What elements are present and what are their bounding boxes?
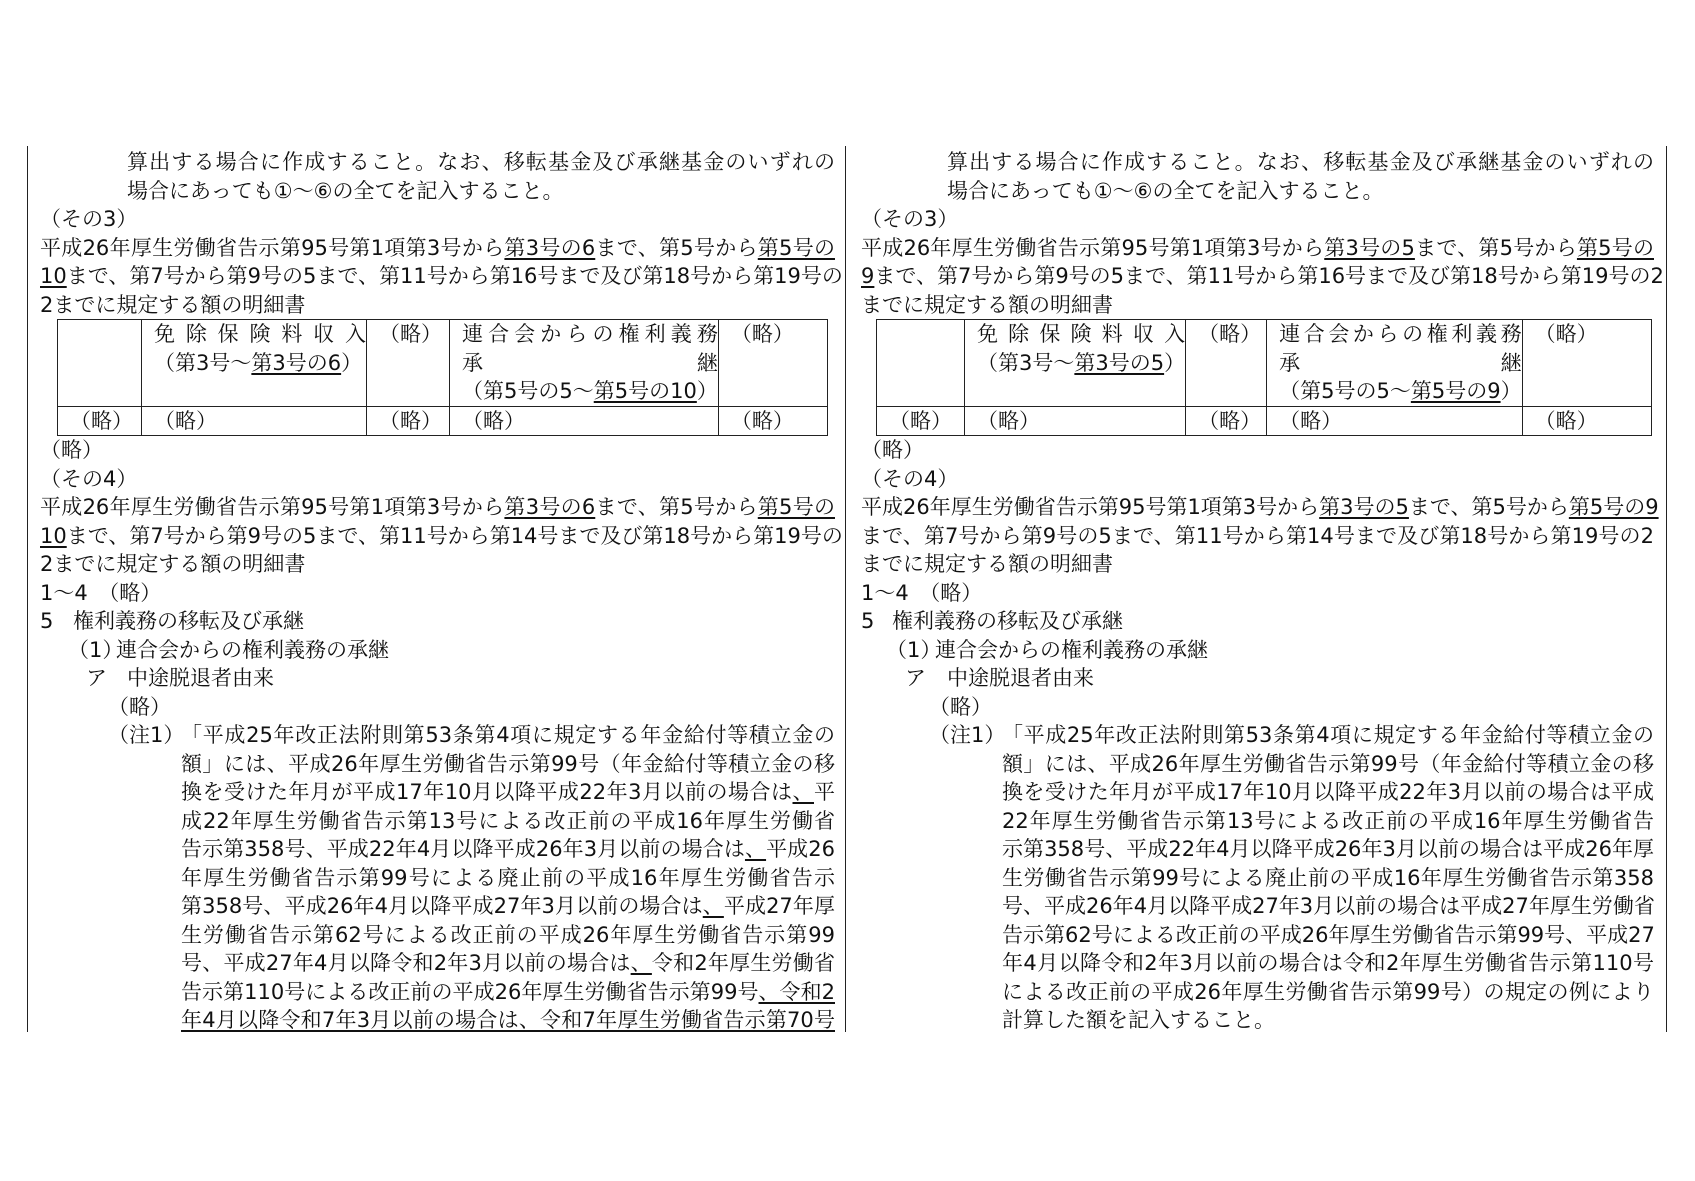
text-line <box>1002 921 1654 950</box>
item-number: 5 <box>40 609 54 633</box>
underlined-amendment: 第5号の <box>757 495 835 519</box>
section-label-sono4: （その4） <box>861 466 959 491</box>
text-line <box>1198 407 1266 436</box>
item-1 <box>40 636 835 665</box>
text-line <box>181 750 835 779</box>
underlined-amendment: 第5号の10 <box>593 379 697 403</box>
item-title: 連合会からの権利義務の承継 <box>935 637 1208 662</box>
note-label: （注1） <box>108 723 185 747</box>
text-line <box>1002 778 1654 807</box>
text-line <box>861 522 1654 551</box>
text-line <box>462 349 718 378</box>
text-segment: 平成26年厚生労働省告示第95号第1項第3号から <box>861 495 1320 519</box>
text-line <box>40 522 843 551</box>
text-segment: （第5号の5〜 <box>1279 379 1411 403</box>
text-line <box>462 377 718 406</box>
text-segment: （略） <box>1534 408 1598 433</box>
text-segment: 平成27年厚 <box>723 894 835 918</box>
text-segment: 計算した額を記入すること。 <box>1002 1008 1275 1032</box>
note-body <box>181 721 835 1035</box>
items-1-4-omitted: 1〜4 （略） <box>40 580 162 605</box>
text-segment: （第3号〜 <box>154 350 252 375</box>
text-line <box>889 407 964 436</box>
text-segment: （略） <box>889 408 952 433</box>
underlined-amendment: 第3号の5 <box>1074 350 1165 375</box>
detail-table <box>876 319 1652 436</box>
table-cell <box>1267 406 1522 436</box>
underlined-amendment: 第3号の6 <box>504 495 596 519</box>
text-segment: まで、第7号から第9号の5まで、第11号から第16号まで及び第18号から第19号の <box>66 264 843 288</box>
text-segment: （略） <box>730 408 794 433</box>
intro-paragraph <box>861 148 1654 205</box>
item-number: （1） <box>68 637 124 662</box>
text-line <box>462 320 718 349</box>
item-number: ア <box>905 666 926 690</box>
text-segment: 成22年厚生労働省告示第13号による改正前の平成16年厚生労働省 <box>181 808 835 833</box>
text-line <box>181 949 835 978</box>
underlined-amendment: 、令和2 <box>758 979 835 1004</box>
text-segment: による改正前の平成26年厚生労働省告示第99号）の規定の例により <box>1002 979 1654 1004</box>
text-segment: （略） <box>379 322 442 346</box>
text-line <box>1279 377 1521 406</box>
text-segment: まで、第5号から <box>1414 235 1577 260</box>
text-line <box>861 291 1654 320</box>
text-line <box>127 177 835 206</box>
underlined-amendment: 、 <box>702 894 724 918</box>
text-line <box>379 407 449 436</box>
table-cell <box>367 320 450 407</box>
text-segment: （第5号の5〜 <box>462 379 594 403</box>
text-segment: 告示第110号による改正前の平成26年厚生労働省告示第99号 <box>181 979 759 1004</box>
text-segment: 承継 <box>1279 350 1522 375</box>
text-segment: 額」には、平成26年厚生労働省告示第99号（年金給付等積立金の移 <box>181 751 835 776</box>
text-segment: （第3号〜 <box>977 350 1075 375</box>
underlined-amendment: 年4月以降令和7年3月以前の場合は、令和7年厚生労働省告示第70号 <box>181 1008 835 1032</box>
underlined-amendment: 第5号の9 <box>1568 495 1659 519</box>
text-segment: 平 <box>814 780 835 804</box>
text-segment: 平成26年厚生労働省告示第95号第1項第3号から <box>40 495 505 519</box>
table-row <box>877 406 1652 436</box>
text-segment: 換を受けた年月が平成17年10月以降平成22年3月以前の場合は平成 <box>1002 780 1654 804</box>
underlined-amendment: 、 <box>744 837 767 861</box>
amended-column <box>40 148 843 1035</box>
omitted-text: （略） <box>861 438 924 462</box>
text-line <box>1002 864 1654 893</box>
detail-table <box>57 319 828 436</box>
text-line <box>379 320 449 349</box>
text-segment: 承継 <box>462 350 718 375</box>
text-segment: 場合にあっても①〜⑥の全てを記入すること。 <box>127 178 564 203</box>
text-line <box>947 177 1654 206</box>
text-line <box>731 407 827 436</box>
text-segment: （略） <box>379 408 442 433</box>
text-segment: ） <box>696 379 718 403</box>
column-divider-line <box>845 146 846 1032</box>
item-title: 権利義務の移転及び承継 <box>73 609 304 633</box>
text-segment: 生労働省告示第62号による改正前の平成26年厚生労働省告示第99 <box>181 922 835 947</box>
text-line <box>154 349 366 378</box>
sono3-heading <box>40 234 843 320</box>
text-line <box>1002 721 1654 750</box>
text-line <box>154 407 366 436</box>
text-line <box>181 1006 835 1035</box>
omitted-text: （略） <box>40 438 103 462</box>
table-row <box>58 406 828 436</box>
text-segment: 生労働省告示第99号による廃止前の平成16年厚生労働省告示第358 <box>1002 865 1654 890</box>
table-cell <box>367 406 450 436</box>
text-segment: 連合会からの権利義務 <box>462 322 718 346</box>
text-line <box>40 550 835 579</box>
text-segment: 22年厚生労働省告示第13号による改正前の平成16年厚生労働省告 <box>1002 808 1654 833</box>
section-label-sono4: （その4） <box>40 466 138 491</box>
text-line <box>1279 349 1521 378</box>
text-segment: （略） <box>730 322 794 346</box>
text-line <box>1198 320 1266 349</box>
text-segment: まで、第7号から第9号の5まで、第11号から第14号まで及び第18号から第19号の <box>66 523 843 548</box>
underlined-amendment: 9 <box>861 264 875 288</box>
text-line <box>40 234 835 263</box>
underlined-amendment: 10 <box>40 264 67 288</box>
item-number: ア <box>86 666 107 690</box>
item-5 <box>861 607 1654 636</box>
underlined-amendment: 第3号の5 <box>1319 495 1409 519</box>
table-cell <box>450 406 719 436</box>
text-segment: 号、平成26年4月以降平成27年3月以前の場合は平成27年厚生労働省 <box>1002 894 1655 918</box>
text-segment: 「平成25年改正法附則第53条第4項に規定する年金給付等積立金の <box>1002 723 1654 747</box>
underlined-amendment: 、 <box>792 780 814 804</box>
text-segment: までに規定する額の明細書 <box>861 552 1113 576</box>
text-line <box>861 262 1664 291</box>
text-line <box>1002 949 1654 978</box>
underlined-amendment: 第3号の5 <box>1324 235 1415 260</box>
text-segment: （略） <box>1279 408 1343 433</box>
intro-paragraph <box>40 148 835 205</box>
text-line <box>1002 750 1654 779</box>
text-line <box>1279 407 1521 436</box>
text-line <box>1002 1006 1654 1035</box>
text-line <box>1002 807 1654 836</box>
text-segment: ） <box>1500 379 1522 403</box>
text-line <box>40 291 835 320</box>
table-cell <box>142 406 367 436</box>
omitted-label: （略） <box>108 694 171 719</box>
table-cell-federation-succession <box>450 320 719 407</box>
text-line <box>861 550 1654 579</box>
text-segment: 算出する場合に作成すること。なお、移転基金及び承継基金のいずれの <box>127 150 835 174</box>
text-segment: 示第358号、平成22年4月以降平成26年3月以前の場合は平成26年厚 <box>1002 837 1654 861</box>
underlined-amendment: 10 <box>40 523 67 548</box>
text-line <box>127 148 835 177</box>
underlined-amendment: 第5号の9 <box>1410 379 1501 403</box>
text-line <box>181 892 835 921</box>
table-cell <box>1186 406 1267 436</box>
text-segment: まで、第7号から第9号の5まで、第11号から第14号まで及び第18号から第19号の2 <box>861 523 1654 548</box>
text-line <box>154 320 366 349</box>
text-line <box>181 921 835 950</box>
text-line <box>70 407 141 436</box>
text-line <box>1002 835 1654 864</box>
underlined-amendment: 第3号の6 <box>504 235 596 260</box>
text-segment: （略） <box>154 408 217 433</box>
text-line <box>1535 320 1651 349</box>
text-segment: 年4月以降令和2年3月以前の場合は令和2年厚生労働省告示第110号 <box>1002 951 1654 975</box>
text-line <box>731 320 827 349</box>
text-segment: 平成26年厚生労働省告示第95号第1項第3号から <box>40 235 505 260</box>
item-title: 中途脱退者由来 <box>127 666 274 690</box>
text-segment: までに規定する額の明細書 <box>861 292 1113 317</box>
sono4-heading <box>861 493 1659 579</box>
text-line <box>1279 320 1521 349</box>
underlined-amendment: 第3号の6 <box>251 350 342 375</box>
text-segment: 2までに規定する額の明細書 <box>40 552 306 576</box>
table-cell <box>1522 406 1651 436</box>
omitted-text <box>861 693 1654 722</box>
sono3-heading <box>861 234 1664 320</box>
underlined-amendment: 第5号の <box>757 235 835 260</box>
text-segment: 号、平成27年4月以降令和2年3月以前の場合は <box>181 951 631 975</box>
text-segment: 平成26年厚生労働省告示第95号第1項第3号から <box>861 235 1325 260</box>
text-line <box>861 493 1659 522</box>
underlined-amendment: 第5号の <box>1576 235 1654 260</box>
text-segment: ） <box>1164 350 1186 375</box>
table-cell <box>877 406 965 436</box>
item-1 <box>861 636 1654 665</box>
text-line <box>1535 407 1651 436</box>
text-segment: 算出する場合に作成すること。なお、移転基金及び承継基金のいずれの <box>947 150 1654 174</box>
text-segment: 告示第358号、平成22年4月以降平成26年3月以前の場合は <box>181 837 745 861</box>
text-line <box>40 493 835 522</box>
table-header-row <box>58 320 828 407</box>
text-segment: （略） <box>1198 408 1262 433</box>
item-a <box>40 664 835 693</box>
section-label-sono3: （その3） <box>861 207 959 231</box>
text-segment: まで、第5号から <box>595 235 758 260</box>
text-line <box>462 407 718 436</box>
table-cell-premium-exemption <box>965 320 1186 407</box>
table-cell-federation-succession <box>1267 320 1522 407</box>
text-segment: まで、第5号から <box>595 495 758 519</box>
omitted-text <box>40 693 835 722</box>
right-border-line <box>1666 146 1667 1032</box>
text-line <box>1002 892 1654 921</box>
text-segment: 額」には、平成26年厚生労働省告示第99号（年金給付等積立金の移 <box>1002 751 1654 776</box>
table-cell <box>58 406 142 436</box>
table-cell <box>718 406 827 436</box>
item-number: （1） <box>886 637 942 662</box>
table-cell <box>965 406 1186 436</box>
table-header-row <box>877 320 1652 407</box>
section-label-sono3: （その3） <box>40 207 138 231</box>
sono4-heading <box>40 493 843 579</box>
text-segment: 免除保険料収入 <box>154 322 366 346</box>
text-segment: （略） <box>977 408 1040 433</box>
text-segment: まで、第5号から <box>1408 495 1569 519</box>
text-segment: 第358号、平成26年4月以降平成27年3月以前の場合は <box>181 894 703 918</box>
text-line <box>889 320 964 349</box>
table-cell-premium-exemption <box>142 320 367 407</box>
note-1 <box>40 721 835 1035</box>
text-line <box>977 349 1185 378</box>
text-segment: まで、第7号から第9号の5まで、第11号から第16号まで及び第18号から第19号の2 <box>874 264 1664 288</box>
text-segment: （略） <box>1534 322 1598 346</box>
table-cell <box>58 320 142 407</box>
text-line <box>181 978 835 1007</box>
text-segment: 令和2年厚生労働省 <box>651 951 835 975</box>
text-segment: 平成26 <box>766 837 835 861</box>
text-segment: 告示第62号による改正前の平成26年厚生労働省告示第99号、平成27 <box>1002 922 1655 947</box>
table-cell <box>877 320 965 407</box>
item-5 <box>40 607 835 636</box>
text-segment: （略） <box>1198 322 1262 346</box>
text-line <box>977 320 1185 349</box>
text-segment: 連合会からの権利義務 <box>1279 322 1522 346</box>
text-segment: ） <box>341 350 363 375</box>
text-segment: 「平成25年改正法附則第53条第4項に規定する年金給付等積立金の <box>181 723 835 747</box>
item-a <box>861 664 1654 693</box>
current-column <box>861 148 1664 1035</box>
text-line <box>181 864 835 893</box>
text-line <box>181 835 835 864</box>
text-line <box>1002 978 1654 1007</box>
text-line <box>70 320 141 349</box>
text-segment: （略） <box>70 408 133 433</box>
text-line <box>40 262 843 291</box>
item-title: 中途脱退者由来 <box>947 666 1094 690</box>
text-segment: （略） <box>462 408 525 433</box>
text-line <box>947 148 1654 177</box>
items-1-4-omitted: 1〜4 （略） <box>861 580 983 605</box>
text-segment: 免除保険料収入 <box>977 322 1186 346</box>
text-line <box>181 778 835 807</box>
note-1 <box>861 721 1654 1035</box>
table-cell <box>718 320 827 407</box>
text-line <box>181 807 835 836</box>
text-line <box>181 721 835 750</box>
underlined-amendment: 、 <box>630 951 652 975</box>
text-line <box>861 234 1654 263</box>
table-cell <box>1186 320 1267 407</box>
note-body <box>1002 721 1654 1035</box>
text-line <box>977 407 1185 436</box>
text-segment: 場合にあっても①〜⑥の全てを記入すること。 <box>947 178 1384 203</box>
omitted-label: （略） <box>929 694 992 719</box>
item-title: 連合会からの権利義務の承継 <box>116 637 389 662</box>
text-segment: 年厚生労働省告示第99号による廃止前の平成16年厚生労働省告示 <box>181 865 835 890</box>
table-cell <box>1522 320 1651 407</box>
text-segment: 2までに規定する額の明細書 <box>40 292 306 317</box>
text-segment: 換を受けた年月が平成17年10月以降平成22年3月以前の場合は <box>181 780 793 804</box>
note-label: （注1） <box>929 723 1006 747</box>
left-border-line <box>27 146 28 1032</box>
item-title: 権利義務の移転及び承継 <box>892 609 1123 633</box>
item-number: 5 <box>861 609 875 633</box>
